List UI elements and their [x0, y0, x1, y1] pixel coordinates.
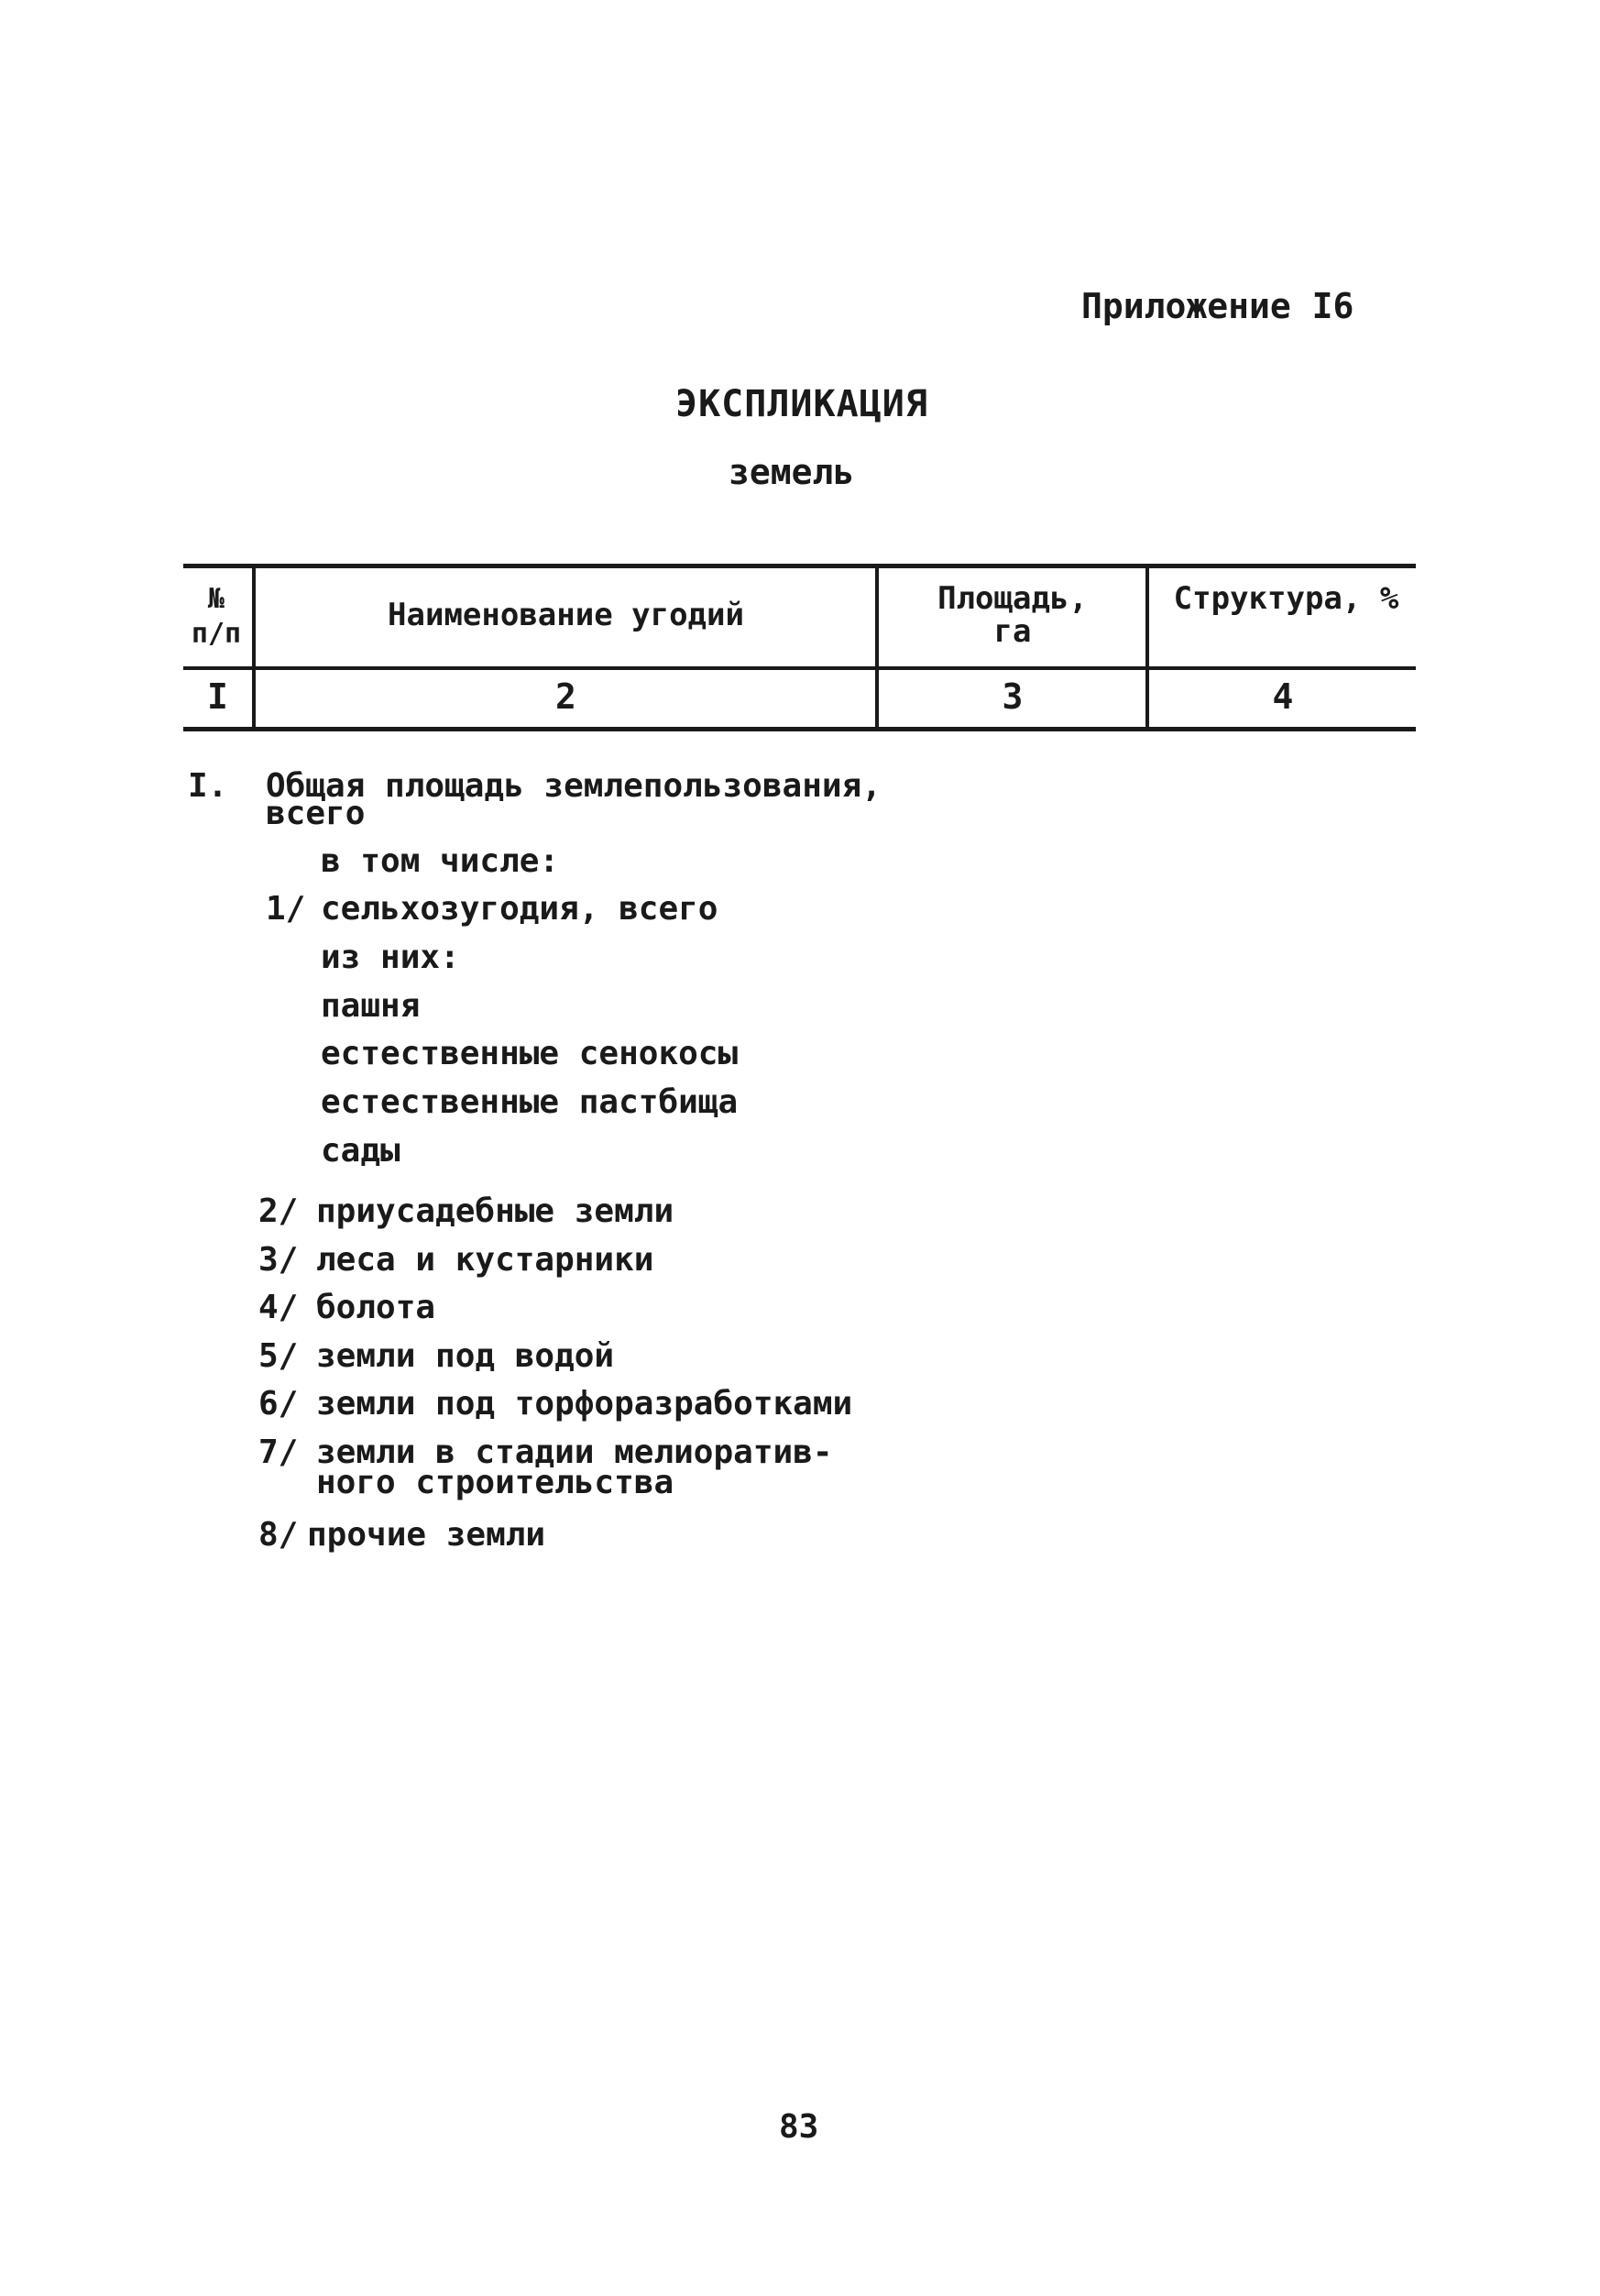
col-header-area: Площадь, га [937, 580, 1088, 650]
subitem-4-number: 4/ [258, 1289, 299, 1326]
explication-table [183, 564, 1416, 738]
subitem-3-number: 3/ [258, 1241, 299, 1279]
subitem-5-label: земли под водой [316, 1337, 615, 1375]
subitem-6-number: 6/ [258, 1385, 299, 1423]
natural-pastures: естественные пастбища [321, 1083, 739, 1121]
document-title: ЭКСПЛИКАЦИЯ [675, 383, 928, 425]
subitem-6-label: земли под торфоразработками [316, 1385, 853, 1423]
col-header-name: Наименование угодий [388, 597, 744, 633]
item-1-number: I. [188, 767, 228, 805]
subitem-4-label: болота [316, 1289, 436, 1326]
col-num-4: 4 [1272, 676, 1294, 717]
item-1-line2: всего [266, 795, 366, 832]
col-num-3: 3 [1002, 676, 1024, 717]
subitem-8-label: прочие земли [307, 1516, 546, 1554]
subitem-7-line2: ного строительства [316, 1464, 674, 1501]
table-bottom-rule [183, 727, 1416, 731]
col-num-1: I [207, 676, 228, 717]
table-header-rule [183, 666, 1416, 670]
subitem-1-label: сельхозугодия, всего [321, 890, 718, 928]
subitem-1-number: 1/ [266, 890, 306, 928]
subitem-2-label: приусадебные земли [316, 1192, 674, 1230]
subitem-3-label: леса и кустарники [316, 1241, 654, 1279]
col-header-number: № п/п [191, 583, 242, 650]
col-num-2: 2 [555, 676, 576, 717]
table-top-rule [183, 564, 1416, 568]
page-number: 83 [779, 2108, 819, 2146]
col-header-structure: Структура, % [1173, 580, 1399, 617]
arable-land: пашня [321, 987, 421, 1025]
including-label: в том числе: [321, 842, 560, 880]
subitem-2-number: 2/ [258, 1192, 299, 1230]
col-divider-2 [875, 564, 879, 731]
subitem-8-number: 8/ [258, 1516, 299, 1554]
orchards: сады [321, 1132, 400, 1170]
subitem-7-number: 7/ [258, 1434, 299, 1471]
item-1-line1: Общая площадь землепользования, [266, 767, 882, 805]
col-divider-1 [252, 564, 256, 731]
col-divider-3 [1145, 564, 1149, 731]
natural-hayfields: естественные сенокосы [321, 1035, 739, 1072]
subitem-7-line1: земли в стадии мелиоратив- [316, 1434, 833, 1471]
subitem-5-number: 5/ [258, 1337, 299, 1375]
of-them-label: из них: [321, 939, 460, 976]
document-subtitle: земель [729, 452, 855, 492]
appendix-label: Приложение I6 [1081, 286, 1354, 326]
